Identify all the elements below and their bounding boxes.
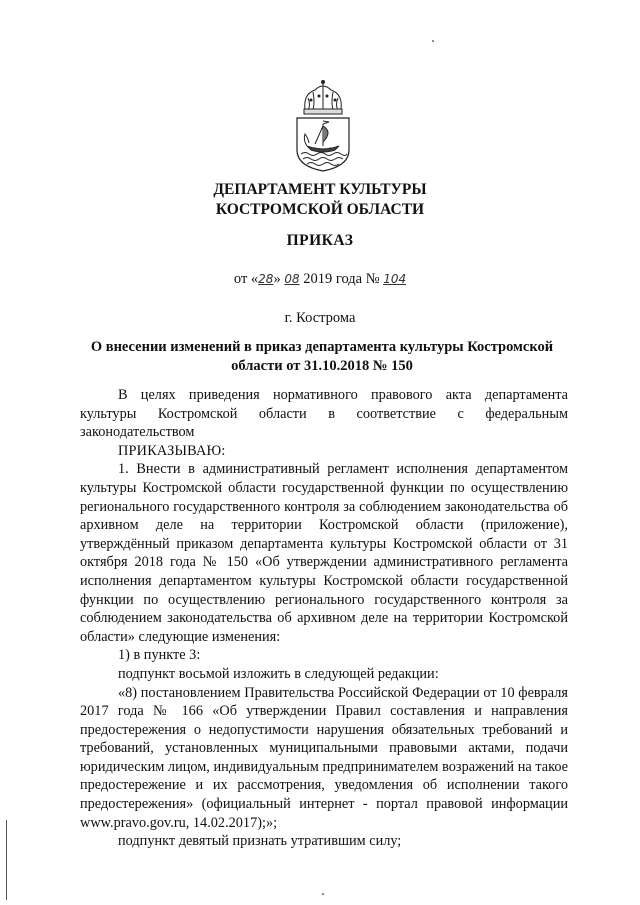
date-month: 08 [284,272,300,286]
item-1-paragraph: 1. Внести в административный регламент исполнения департаментом культуры Костромской области государственной функции по осуществлению регионального государственного контроля за соблюдением законодательства об архивном деле на территории Костромской области (приложение), утверждённый приказом департамента культуры Костромской области от 31 октября 2018 года № 150 «Об утверждении административного регламента исполнения департаментом культуры Костромской области государственной функции по осуществлению регионального государственного контроля за соблюдением законодательства об архивном деле на территории Костромской области» следующие изменения: [80,461,568,645]
scan-edge-mark [6,820,7,900]
intro-paragraph: В целях приведения нормативного правового акта департамента культуры Костромской области в соответствие с федеральным законодательством [80,387,568,441]
order-number: 104 [383,272,407,286]
city-name: г. Кострома [284,310,356,326]
order-date-line [0,270,640,288]
subitem-9-text: подпункт девятый признать утратившим силу; [118,833,402,850]
subitem-1-text: подпункт восьмой изложить в следующей редакции: [118,665,439,682]
date-separator: » [273,271,285,287]
date-prefix: от « [233,271,259,287]
date-day: 28 [258,272,274,286]
order-subject: О внесении изменений в приказ департамента культуры Костромской области от 31.10.2018 № 150 [90,339,554,374]
document-body [80,386,568,851]
scan-speck [322,893,324,895]
department-name-line2: КОСТРОМСКОЙ ОБЛАСТИ [215,201,425,218]
date-year-text: 2019 года № [299,271,384,287]
subitem-1-heading: 1) в пункте 3: [118,647,201,664]
department-name-line1: ДЕПАРТАМЕНТ КУЛЬТУРЫ [213,181,427,198]
order-word: ПРИКАЗЫВАЮ: [118,442,226,459]
quoted-paragraph: «8) постановлением Правительства Российской Федерации от 10 февраля 2017 года № 166 «Об утверждении Правил составления и направления предостережения о недопустимости нарушения обязательных требований и требований, установленных муниципальными правовыми актами, подачи юридическим лицом, индивидуальным предпринимателем возражений на такое предостережение и их рассмотрения, уведомления об исполнении такого предостережения» (официальный интернет - портал правовой информации www.pravo.gov.ru, 14.02.2017);»; [80,684,568,831]
coat-of-arms-icon [293,80,353,172]
document-type-title: ПРИКАЗ [286,232,354,249]
scan-speck [432,40,434,42]
